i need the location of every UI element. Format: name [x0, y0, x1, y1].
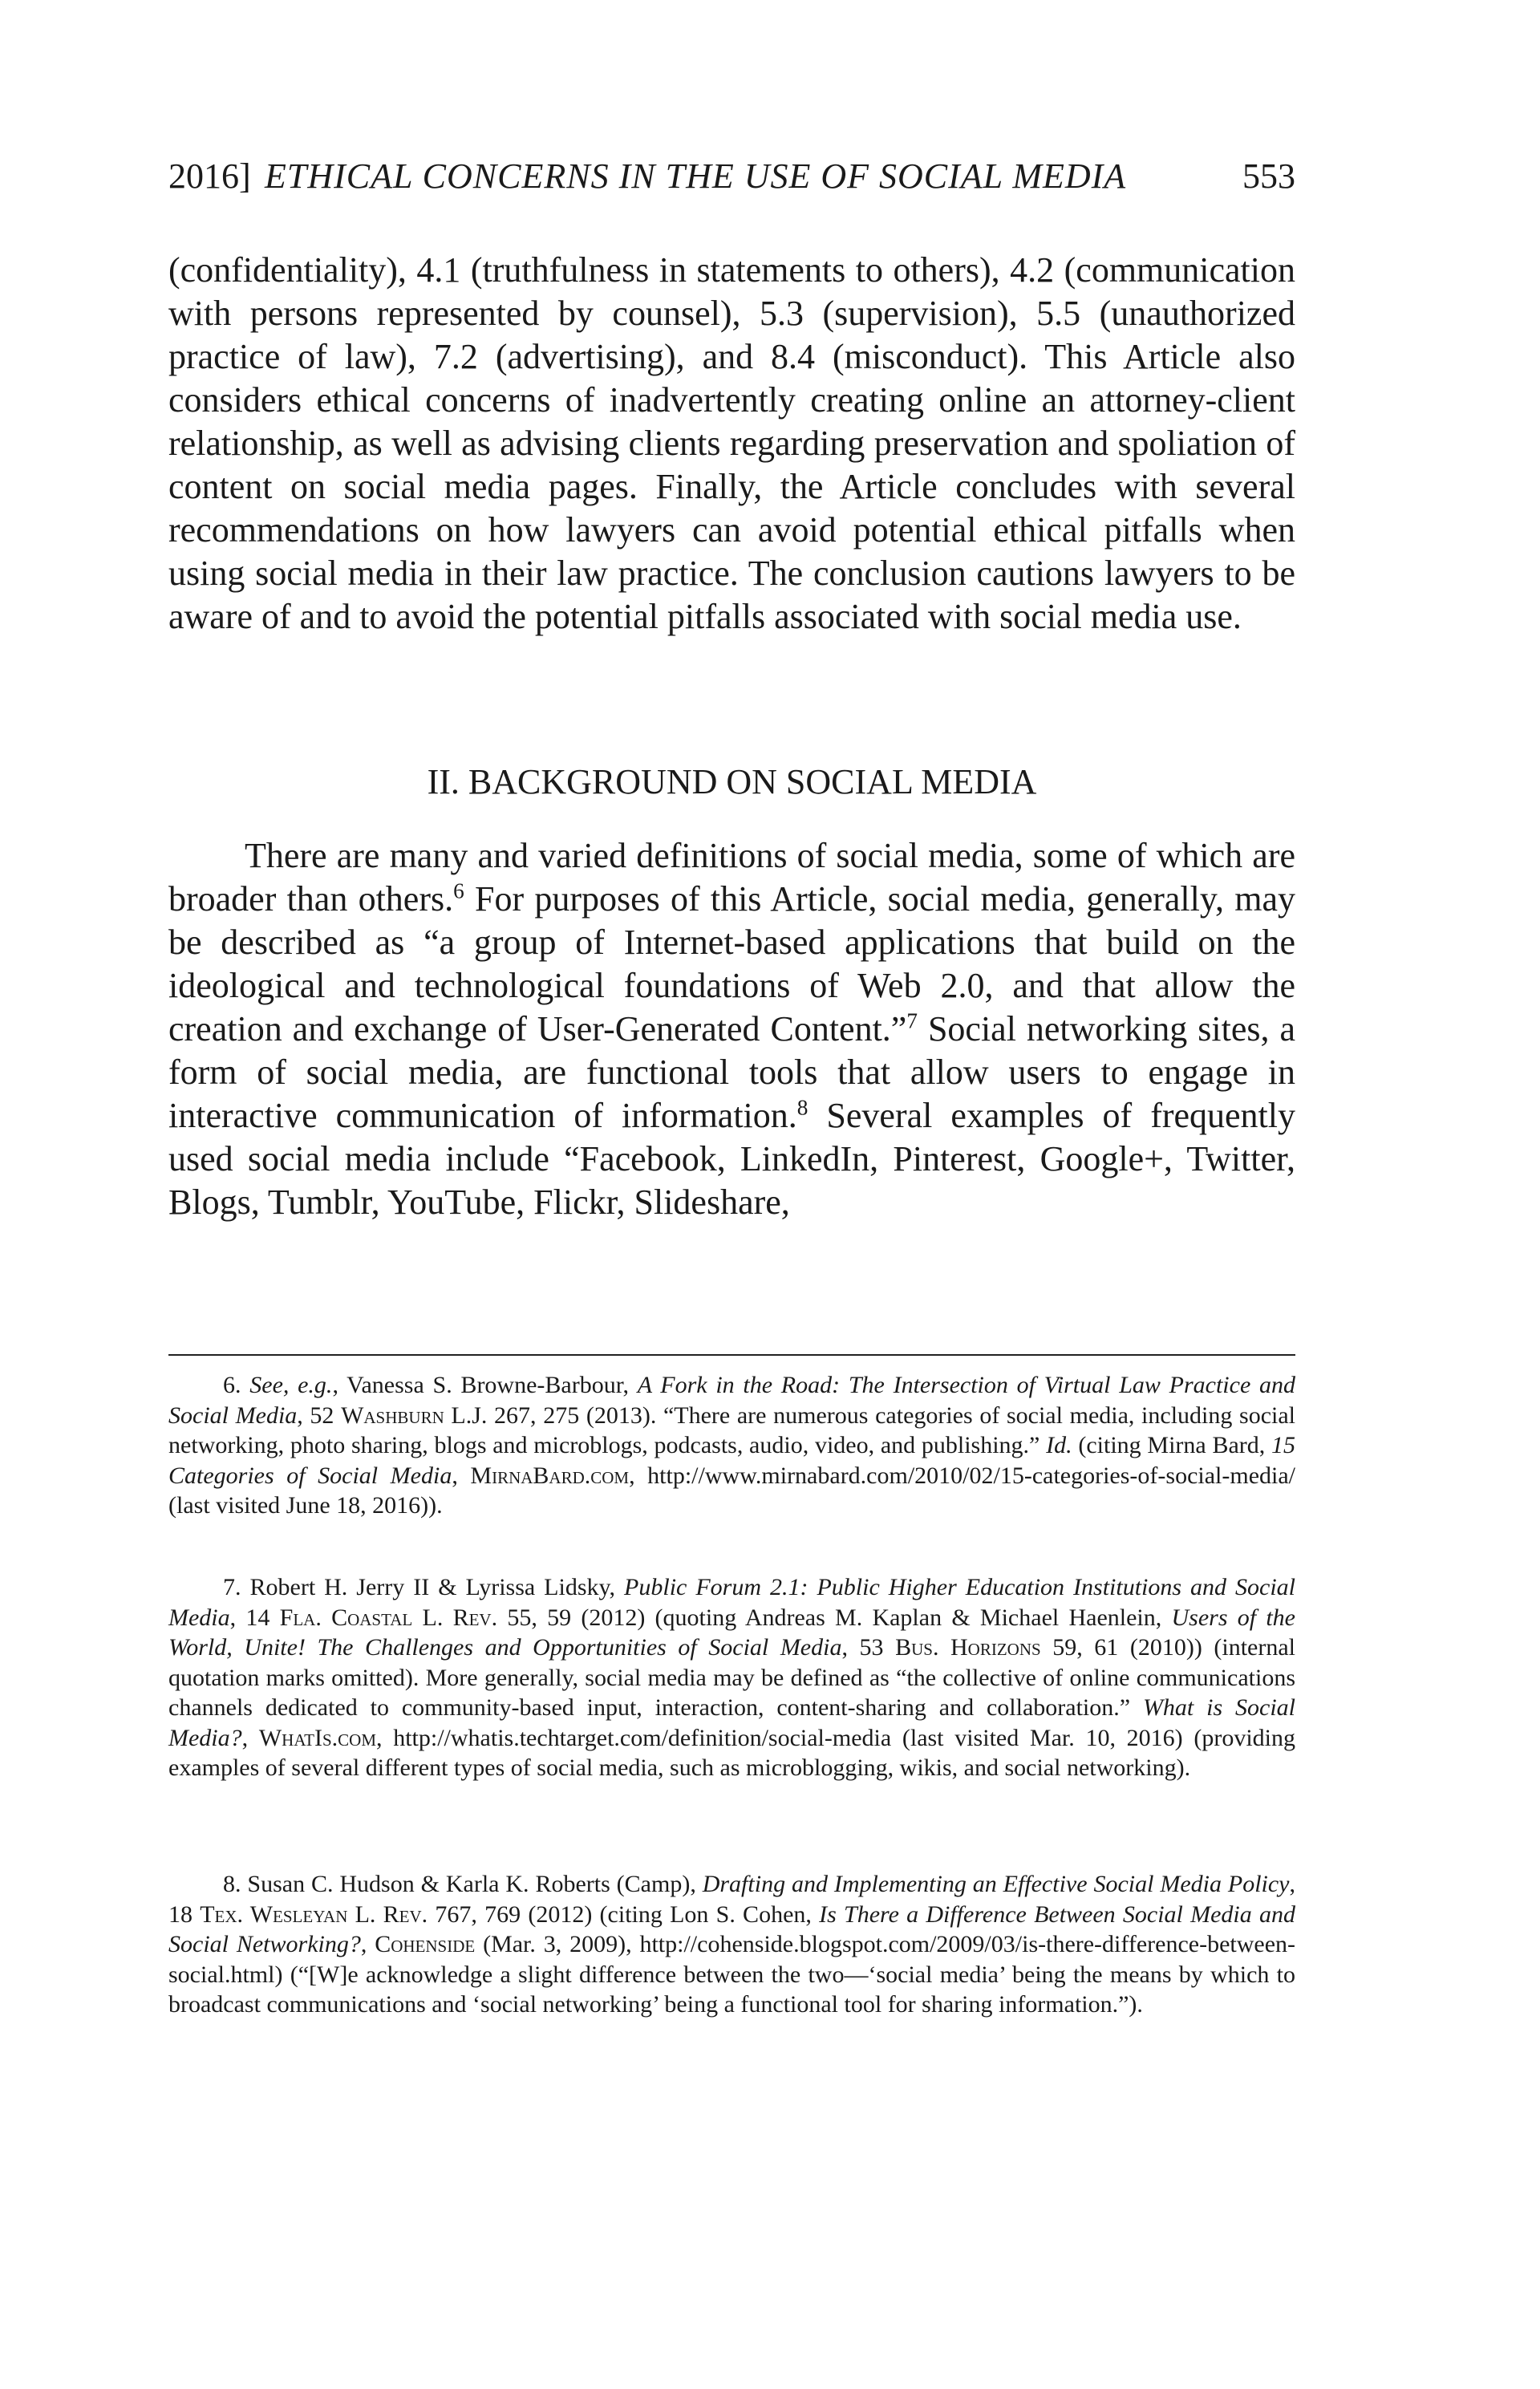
fn7-text: Robert H. Jerry II & Lyrissa Lidsky,	[249, 1574, 625, 1600]
body-paragraph-1: (confidentiality), 4.1 (truthfulness in statements to others), 4.2 (communication with persons represented by counsel), 5.3 (supervision), 5.5 (unauthorized practice of law), 7.2 (advertising), and 8.4 (misconduct). This Article also considers ethical concerns of inadvertently creating online an attorney-client relationship, as well as advising clients regarding preservation and spoliation of content on social media pages. Finally, the Article concludes with several recommendations on how lawyers can avoid potential ethical pitfalls when using social media in their law practice. The conclusion cautions lawyers to be aware of and to avoid the potential pitfalls associated with social media use.	[168, 250, 1295, 636]
fn6-text: , 52	[297, 1401, 342, 1429]
footnote-divider	[168, 1354, 1295, 1356]
fn7-journal: Fla. Coastal L. Rev.	[279, 1604, 498, 1631]
footnote-number: 8.	[223, 1871, 241, 1897]
fn6-text: L.J. 267, 275 (2013). “There are numerous categories of social media, including social networking, photo sharing, blogs and microblogs, podcasts, audio, video, and publishing.”	[168, 1401, 1295, 1458]
fn7-quoted-title: Users of the World, Unite! The Challenges and Opportunities of Social Media	[168, 1604, 1295, 1661]
fn7-web-title: What is Social Media?	[168, 1694, 1295, 1751]
section-numeral: II.	[427, 762, 460, 801]
fn7-text: 55, 59 (2012) (quoting Andreas M. Kaplan & Michael Haenlein,	[497, 1604, 1172, 1631]
fn8-text: Susan C. Hudson & Karla K. Roberts (Camp),	[247, 1871, 703, 1897]
footnote-ref-7[interactable]: 7	[906, 1008, 918, 1033]
fn6-text: ,	[452, 1462, 471, 1489]
fn7-journal-2: Bus. Horizons	[895, 1634, 1041, 1661]
fn7-text: , 14	[229, 1604, 280, 1631]
fn8-article-title: Drafting and Implementing an Effective Social Media Policy	[702, 1871, 1290, 1897]
fn8-website: Cohenside	[375, 1931, 476, 1957]
fn6-signal: See, e.g.	[249, 1372, 333, 1398]
fn8-text: 767, 769 (2012) (citing Lon S. Cohen,	[428, 1900, 820, 1928]
fn6-text: (citing Mirna Bard,	[1072, 1432, 1271, 1458]
fn6-url-text[interactable]: , http://www.mirnabard.com/2010/02/15-categories-of-social-media/ (last visited June 18, 2016)).	[168, 1462, 1295, 1519]
fn7-text: , 53	[841, 1634, 896, 1661]
fn6-website: MirnaBard.com	[470, 1462, 630, 1489]
fn8-journal: Tex. Wesleyan L. Rev.	[200, 1900, 428, 1928]
fn6-article-title: A Fork in the Road: The Intersection of Virtual Law Practice and Social Media	[168, 1372, 1295, 1429]
footnote-ref-8[interactable]: 8	[796, 1095, 808, 1120]
page-number: 553	[1242, 156, 1295, 196]
footnote-6	[168, 1370, 1295, 1521]
footnote-number: 7.	[223, 1574, 241, 1600]
fn8-url-text[interactable]: (Mar. 3, 2009), http://cohenside.blogspot.com/2009/03/is-there-difference-between-social.html) (“[W]e acknowledge a slight difference between the two—‘social media’ being the means by which to broadcast communications and ‘social networking’ being a functional tool for sharing information.”).	[168, 1931, 1296, 2018]
fn8-text: , 18	[168, 1871, 1295, 1928]
p2-part-a: There are many and varied definitions of social media, some of which are broader than others.	[168, 836, 1295, 919]
header-year: 2016]	[168, 156, 251, 196]
body-paragraph-2	[168, 834, 1295, 1224]
section-heading	[168, 761, 1295, 804]
footnote-number: 6.	[223, 1372, 241, 1398]
fn7-text: ,	[241, 1724, 259, 1751]
p2-part-b: For purposes of this Article, social media, generally, may be described as “a group of Internet-based applications that build on the ideological and technological foundations of Web 2.0, and that allow the creation and exchange of User-Generated Content.”	[168, 879, 1296, 1048]
fn7-article-title: Public Forum 2.1: Public Higher Education Institutions and Social Media	[168, 1574, 1296, 1631]
header-title: ETHICAL CONCERNS IN THE USE OF SOCIAL MEDIA	[265, 156, 1127, 196]
footnote-ref-6[interactable]: 6	[453, 878, 464, 903]
p2-part-c: Social networking sites, a form of social media, are functional tools that allow users to engage in interactive communication of information.	[168, 1009, 1295, 1135]
fn6-source-title: 15 Categories of Social Media	[168, 1432, 1295, 1489]
p2-part-d: Several examples of frequently used social media include “Facebook, LinkedIn, Pinterest, Google+, Twitter, Blogs, Tumblr, YouTube, Flickr, Slideshare,	[168, 1096, 1296, 1222]
fn6-journal: Washburn	[341, 1401, 444, 1429]
footnote-7	[168, 1572, 1295, 1783]
fn8-text: ,	[360, 1931, 375, 1957]
section-title: BACKGROUND ON SOCIAL MEDIA	[468, 762, 1037, 801]
fn6-id: Id.	[1046, 1432, 1072, 1458]
running-header	[168, 152, 1295, 201]
fn7-text: 59, 61 (2010)) (internal quotation marks omitted). More generally, social media may be defined as “the collective of online communications channels dedicated to community-based input, interaction, content-sharing and collaboration.”	[168, 1634, 1296, 1721]
fn7-website: WhatIs.com	[258, 1724, 377, 1751]
fn8-source-title: Is There a Difference Between Social Media and Social Networking?	[168, 1900, 1295, 1957]
footnote-8	[168, 1869, 1295, 2020]
fn7-url-text[interactable]: , http://whatis.techtarget.com/definition/social-media (last visited Mar. 10, 2016) (providing examples of several different types of social media, such as microblogging, wikis, and social networking).	[168, 1724, 1295, 1781]
fn6-text: , Vanessa S. Browne-Barbour,	[332, 1372, 638, 1398]
